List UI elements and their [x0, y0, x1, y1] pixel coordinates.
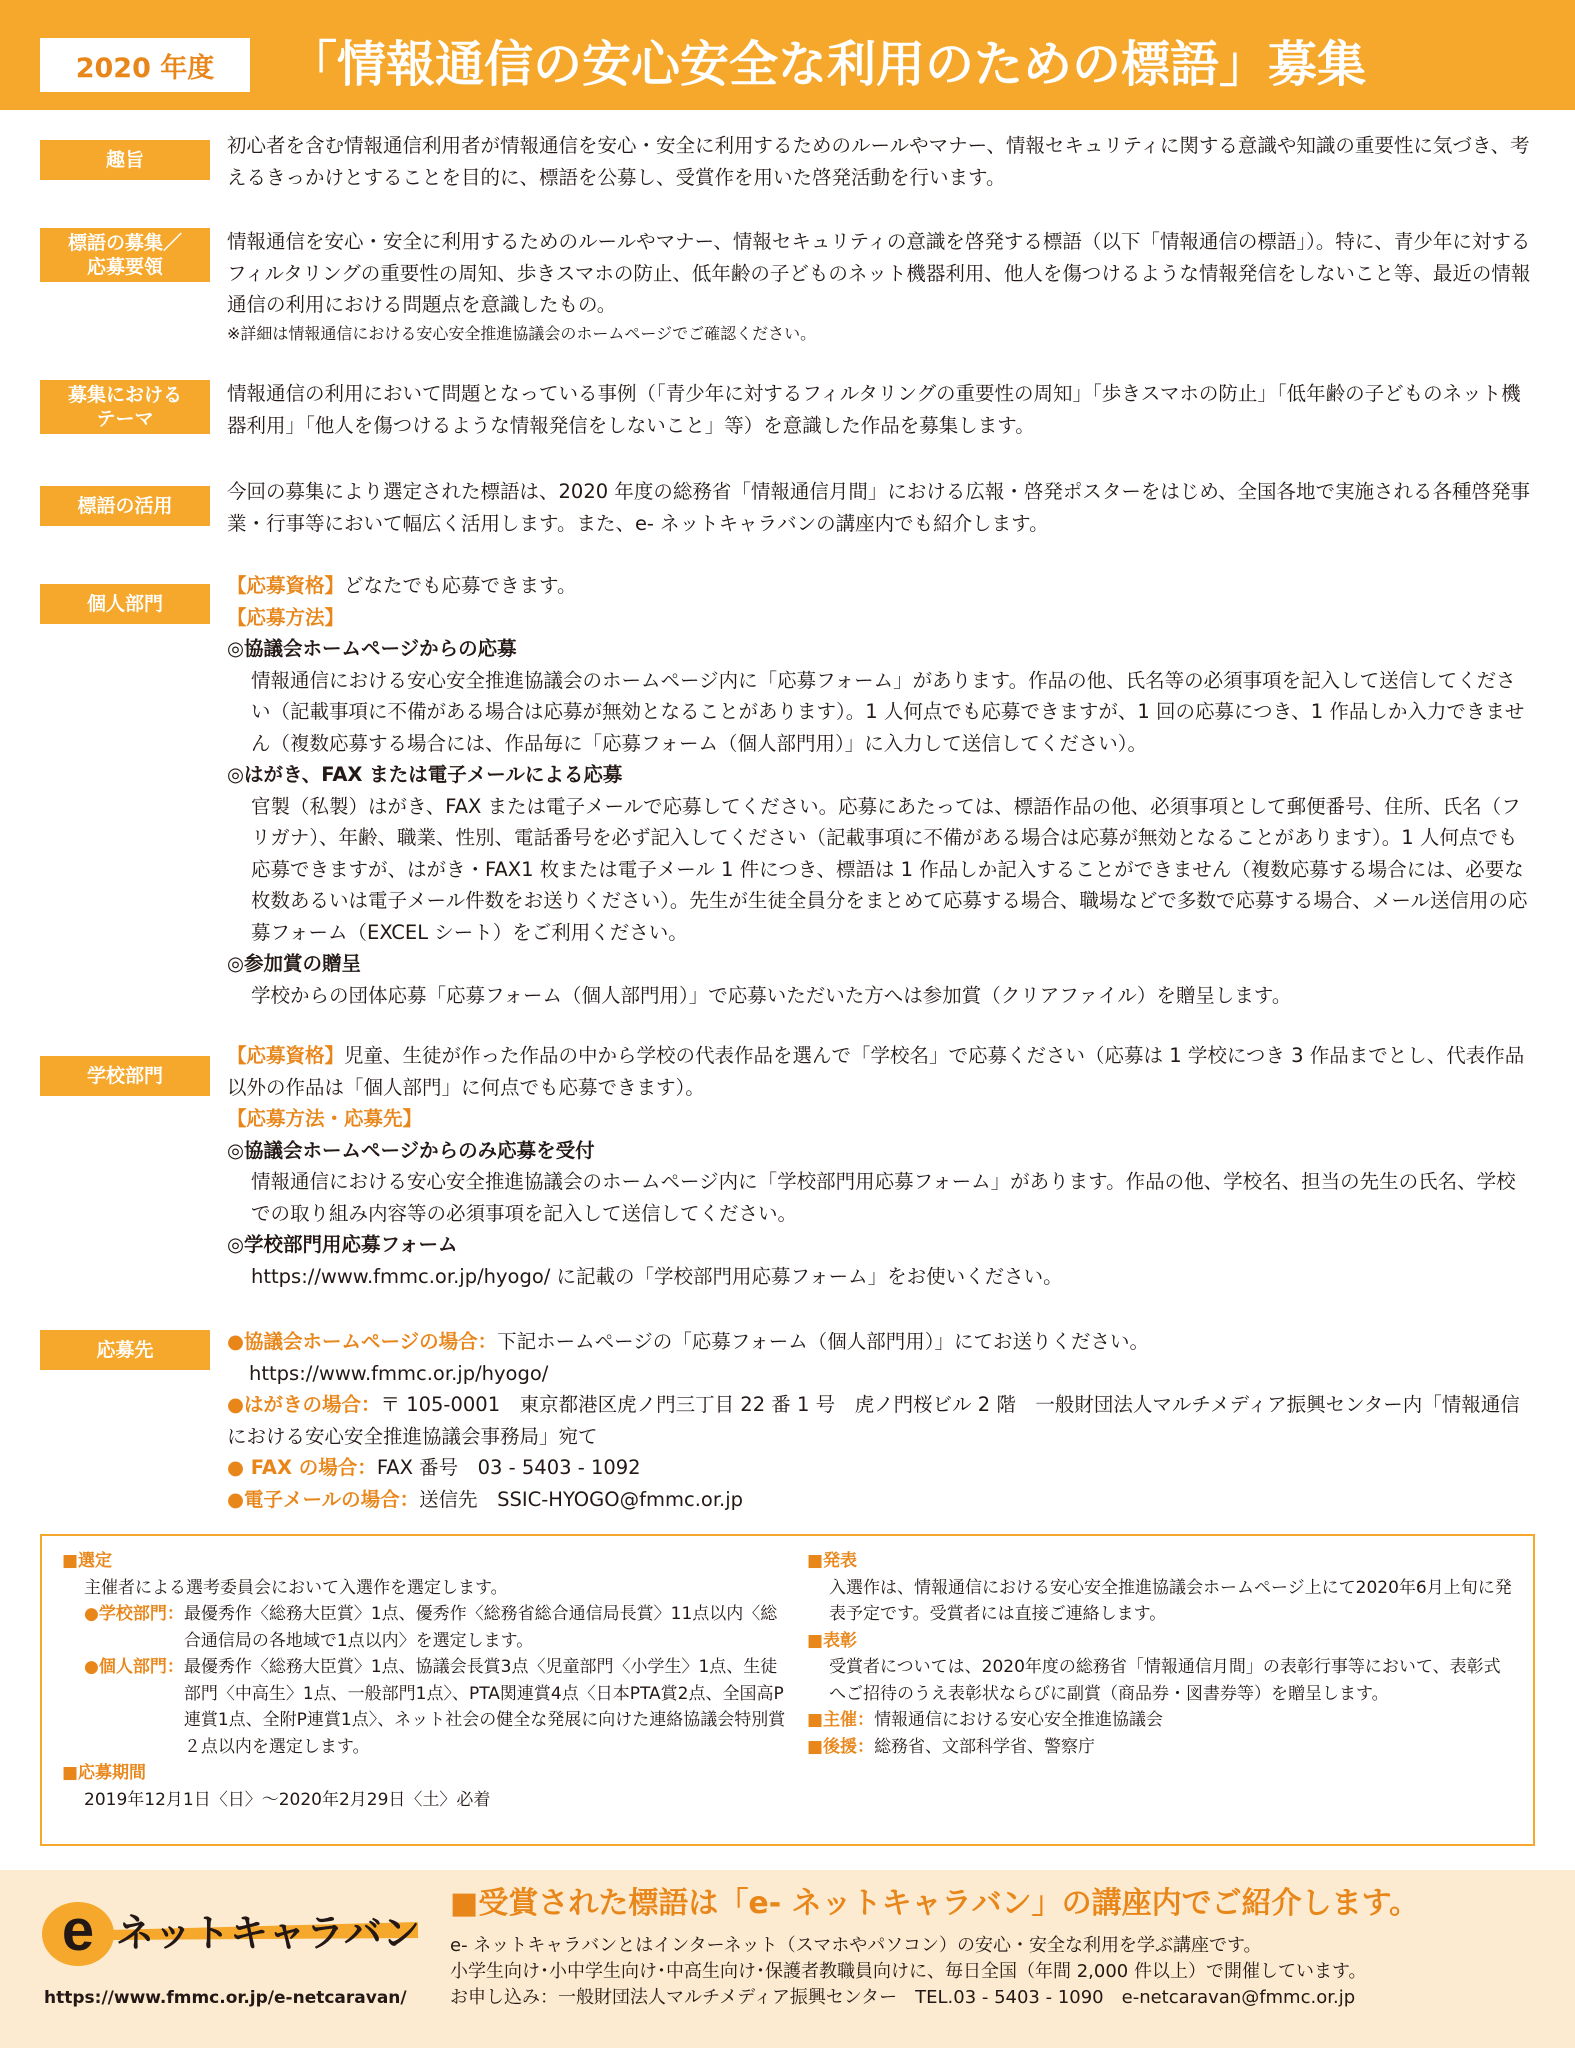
footer-title: ■受賞された標語は「e- ネットキャラバン」の講座内でご紹介します。: [450, 1886, 1420, 1921]
label-theme: [40, 380, 210, 434]
obosaki-hp-tag: ●協議会ホームページの場合：: [227, 1330, 498, 1353]
label-boshu-line2: 応募要領: [86, 256, 163, 278]
label-obosaki-text: 応募先: [96, 1339, 154, 1361]
label-boshu: [40, 228, 210, 282]
kojin-post-text: 官製（私製）はがき、FAX または電子メールで応募してください。応募にあたっては、標語作品の他、必須事項として郵便番号、住所、氏名（フリガナ）、年齢、職業、性別、電話番号を必ず記入してください（記載事項に不備がある場合は応募が無効となることがあります）。1 人何点でも応募できますが、はがき・FAX1 枚または電子メール 1 件につき、標語は 1 作品しか記入することができません（複数応募する場合には、必要な枚数あるいは電子メール件数をお送りください）。先生が生徒全員分をまとめて応募する場合、職場などで多数で応募する場合、メール送信用の応募フォーム（EXCEL シート）をご利用ください。: [251, 794, 1528, 944]
section-katsuyo: [227, 476, 1535, 539]
label-obosaki: [40, 1330, 210, 1370]
kojin-hp-head: ◎協議会ホームページからの応募: [227, 637, 517, 660]
obosaki-post-text: 〒 105-0001 東京都港区虎ノ門三丁目 22 番 1 号 虎ノ門桜ビル 2 階 一般財団法人マルチメディア振興センター内「情報通信における安心安全推進協議会事務局」宛て: [227, 1393, 1520, 1448]
e-netcaravan-logo: [38, 1882, 438, 1972]
boshu-text: 情報通信を安心・安全に利用するためのルールやマナー、情報セキュリティの意識を啓発する標語（以下「情報通信の標語」）。特に、青少年に対するフィルタリングの重要性の周知、歩きスマホの防止、低年齢の子どものネット機器利用、他人を傷つけるような情報発信をしないこと等、最近の情報通信の利用における問題点を意識したもの。: [227, 230, 1531, 316]
gakko-shikaku-text: 児童、生徒が作った作品の中から学校の代表作品を選んで「学校名」で応募ください（応募は 1 学校につき 3 作品までとし、代表作品以外の作品は「個人部門」に何点でも応募できます）。: [227, 1044, 1525, 1099]
label-katsuyo-text: 標語の活用: [77, 495, 173, 517]
sentei-gakko: [62, 1601, 792, 1654]
footer-line-1: e- ネットキャラバンとはインターネット（スマホやパソコン）の安心・安全な利用を学ぶ講座です。: [450, 1935, 1262, 1956]
header-banner: [0, 0, 1575, 110]
happyo-text: 入選作は、情報通信における安心安全推進協議会ホームページ上にて2020年6月上旬に発表予定です。受賞者には直接ご連絡します。: [829, 1577, 1512, 1624]
obosaki-fax-tag: ● FAX の場合：: [227, 1456, 377, 1479]
footer-line-2: 小学生向け･小中学生向け･中高生向け･保護者教職員向けに、毎日全国（年間 2,000 件以上）で開催しています。: [450, 1961, 1367, 1982]
logo-graphic: [38, 1882, 438, 1972]
gakko-form-head: ◎学校部門用応募フォーム: [227, 1233, 458, 1256]
obosaki-fax: [227, 1452, 1535, 1484]
label-shushi-text: 趣旨: [105, 149, 144, 171]
section-boshu: [227, 226, 1535, 347]
section-theme: [227, 378, 1535, 441]
shushi-text: 初心者を含む情報通信利用者が情報通信を安心・安全に利用するためのルールやマナー、情報セキュリティに関する意識や知識の重要性に気づき、考えるきっかけとすることを目的に、標語を公募し、受賞作を用いた啓発活動を行います。: [227, 134, 1530, 189]
year-badge: 2020 年度: [40, 38, 250, 92]
sentei-head: ■選定: [62, 1551, 113, 1571]
obosaki-mail-text[interactable]: 送信先 SSIC-HYOGO@fmmc.or.jp: [419, 1487, 744, 1511]
shusai-tag: ■主催：: [807, 1710, 875, 1730]
kojin-shikaku-tag: 【応募資格】: [227, 574, 345, 597]
koen-text: 総務省、文部科学省、警察庁: [874, 1736, 1096, 1757]
shusai-text: 情報通信における安心安全推進協議会: [874, 1710, 1164, 1730]
section-kojin: [227, 570, 1535, 1011]
theme-text: 情報通信の利用において問題となっている事例（「青少年に対するフィルタリングの重要性の周知」「歩きスマホの防止」「低年齢の子どものネット機器利用」「他人を傷つけるような情報発信をしないこと」等）を意識した作品を募集します。: [227, 382, 1521, 437]
obosaki-fax-text: FAX 番号 03 - 5403 - 1092: [376, 1456, 641, 1479]
footer-line-3: お申し込み：一般財団法人マルチメディア振興センター TEL.03 - 5403 - 1090 e-netcaravan@fmmc.or.jp: [450, 1987, 1356, 2008]
obosaki-hp-text: 下記ホームページの「応募フォーム（個人部門用）」にてお送りください。: [497, 1330, 1150, 1353]
label-kojin-text: 個人部門: [86, 593, 163, 615]
obosaki-post-tag: ●はがきの場合：: [227, 1393, 381, 1416]
kojin-hp-text: 情報通信における安心安全推進協議会のホームページ内に「応募フォーム」があります。作品の他、氏名等の必須事項を記入して送信してください（記載事項に不備がある場合は応募が無効となることがあります）。1 人何点でも応募できますが、1 回の応募につき、1 作品しか入力できません（複数応募する場合には、作品毎に「応募フォーム（個人部門用）」に入力して送信してください）。: [251, 668, 1525, 755]
kojin-gift-text: 学校からの団体応募「応募フォーム（個人部門用）」で応募いただいた方へは参加賞（クリアファイル）を贈呈します。: [251, 983, 1292, 1007]
obosaki-post: [227, 1389, 1535, 1452]
sentei-text: 主催者による選考委員会において入選作を選定します。: [84, 1577, 508, 1598]
section-shushi: [227, 130, 1535, 193]
obosaki-hp: [227, 1326, 1535, 1358]
gakko-shikaku: [227, 1040, 1535, 1103]
label-theme-line2: テーマ: [96, 408, 154, 430]
logo-e-letter: e: [61, 1898, 95, 1963]
label-kojin: [40, 584, 210, 624]
hyosho-head: ■表彰: [807, 1630, 858, 1651]
label-theme-line1: 募集における: [67, 384, 182, 406]
kojin-hoho-tag: 【応募方法】: [227, 605, 345, 629]
label-boshu-line1: 標語の募集／: [67, 232, 182, 254]
gakko-hoho-tag: 【応募方法・応募先】: [227, 1107, 423, 1130]
sentei-kojin-tag: ●個人部門：: [84, 1657, 184, 1677]
sentei-kojin: [62, 1654, 792, 1760]
page-title: 「情報通信の安心安全な利用のための標語」募集: [288, 36, 1367, 93]
happyo-head: ■発表: [807, 1551, 858, 1571]
kojin-shikaku: [227, 570, 1535, 602]
koen-tag: ■後援：: [807, 1736, 875, 1757]
gakko-hp-text: 情報通信における安心安全推進協議会のホームページ内に「学校部門用応募フォーム」があります。作品の他、学校名、担当の先生の氏名、学校での取り組み内容等の必須事項を記入して送信してください。: [251, 1170, 1516, 1225]
obosaki-hp-url[interactable]: https://www.fmmc.or.jp/hyogo/: [249, 1361, 549, 1385]
kojin-post-head: ◎はがき、FAX または電子メールによる応募: [227, 763, 623, 786]
hyosho-text: 受賞者については、2020年度の総務省「情報通信月間」の表彰行事等において、表彰式へご招待のうえ表彰状ならびに副賞（商品券・図書券等）を贈呈します。: [829, 1657, 1501, 1704]
sentei-kojin-text: 最優秀作〈総務大臣賞〉1点、協議会長賞3点〈児童部門〈小学生〉1点、生徒部門〈中高生〉1点、一般部門1点〉、PTA関連賞4点〈日本PTA賞2点、全国高P連賞1点、全附P連賞1点〉、ネット社会の健全な発展に向けた連絡協議会特別賞２点以内を選定します。: [183, 1657, 786, 1757]
logo-text: ネットキャラバン: [115, 1911, 421, 1955]
info-box: [40, 1534, 1535, 1846]
kikan-head: ■応募期間: [62, 1763, 147, 1783]
shusai: [807, 1707, 1517, 1734]
sentei-gakko-tag: ●学校部門：: [84, 1604, 184, 1624]
footer: [0, 1870, 1575, 2048]
label-gakko-text: 学校部門: [86, 1065, 163, 1087]
katsuyo-text: 今回の募集により選定された標語は、2020 年度の総務省「情報通信月間」における広報・啓発ポスターをはじめ、全国各地で実施される各種啓発事業・行事等において幅広く活用します。また、e- ネットキャラバンの講座内でも紹介します。: [227, 480, 1531, 535]
sentei-gakko-text: 最優秀作〈総務大臣賞〉1点、優秀作〈総務省総合通信局長賞〉11点以内〈総合通信局の各地域で1点以内〉を選定します。: [183, 1604, 778, 1651]
gakko-shikaku-tag: 【応募資格】: [227, 1044, 345, 1067]
kojin-gift-head: ◎参加賞の贈呈: [227, 952, 362, 975]
boshu-note: ※詳細は情報通信における安心安全推進協議会のホームページでご確認ください。: [227, 323, 817, 343]
obosaki-mail: [227, 1484, 1535, 1516]
koen: [807, 1734, 1517, 1761]
section-gakko: [227, 1040, 1535, 1292]
footer-url[interactable]: https://www.fmmc.or.jp/e-netcaravan/: [44, 1988, 407, 2008]
label-gakko: [40, 1056, 210, 1096]
section-obosaki: [227, 1326, 1535, 1515]
gakko-hp-head: ◎協議会ホームページからのみ応募を受付: [227, 1138, 595, 1162]
info-box-right: [807, 1548, 1517, 1760]
obosaki-mail-tag: ●電子メールの場合：: [227, 1487, 420, 1511]
gakko-form-text: https://www.fmmc.or.jp/hyogo/ に記載の「学校部門用応募フォーム」をお使いください。: [251, 1264, 1063, 1288]
label-shushi: [40, 140, 210, 180]
label-katsuyo: [40, 486, 210, 526]
info-box-left: [62, 1548, 792, 1813]
kojin-shikaku-text: どなたでも応募できます。: [344, 574, 577, 597]
kikan-text: 2019年12月1日〈日〉～2020年2月29日〈土〉必着: [84, 1789, 491, 1810]
